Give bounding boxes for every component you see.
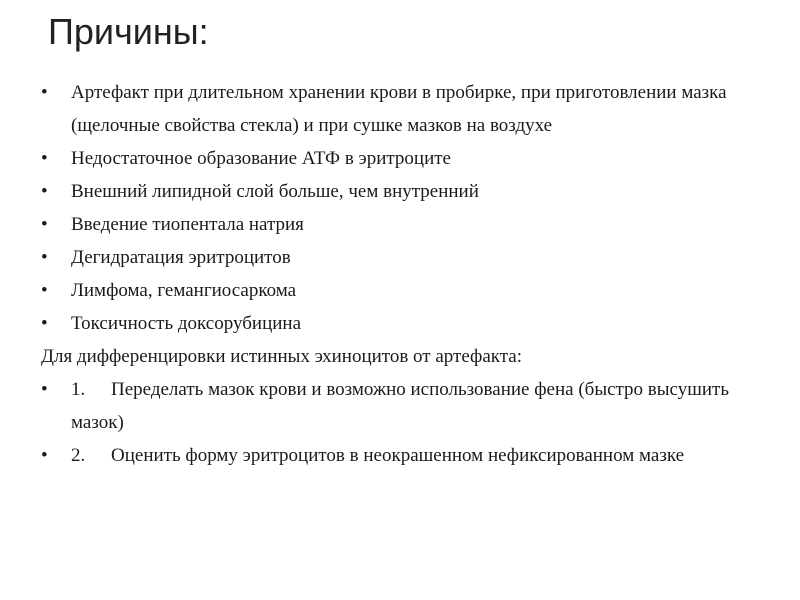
cause-text: Введение тиопентала натрия xyxy=(71,214,304,235)
bullet-icon: • xyxy=(41,82,48,103)
bullet-icon: • xyxy=(41,247,48,268)
cause-text: Дегидратация эритроцитов xyxy=(71,247,291,268)
cause-item xyxy=(0,274,800,307)
bullet-icon: • xyxy=(41,379,48,400)
cause-text: Лимфома, гемангиосаркома xyxy=(71,280,297,301)
step-text: Оценить форму эритроцитов в неокрашенном нефиксированном мазке xyxy=(111,445,685,466)
cause-item xyxy=(0,76,800,142)
cause-text: Внешний липидной слой больше, чем внутренний xyxy=(71,181,479,202)
cause-item xyxy=(0,208,800,241)
step-number: 1. xyxy=(71,379,86,400)
bullet-icon: • xyxy=(41,445,48,466)
step-number: 2. xyxy=(71,445,86,466)
bullet-icon: • xyxy=(41,181,48,202)
step-item xyxy=(0,373,800,439)
step-item xyxy=(0,439,800,472)
bullet-icon: • xyxy=(41,280,48,301)
cause-text: Недостаточное образование АТФ в эритроците xyxy=(71,148,451,169)
cause-item xyxy=(0,175,800,208)
slide-title: Причины: xyxy=(48,11,209,52)
cause-item xyxy=(0,142,800,175)
cause-item xyxy=(0,241,800,274)
bullet-icon: • xyxy=(41,214,48,235)
cause-item xyxy=(0,307,800,340)
cause-text: Токсичность доксорубицина xyxy=(71,313,302,334)
slide-body xyxy=(0,76,800,472)
differentiation-heading: Для дифференцировки истинных эхиноцитов от артефакта: xyxy=(41,346,522,367)
cause-text: Артефакт при длительном хранении крови в пробирке, при приготовлении мазка (щелочные свойства стекла) и при сушке мазков на воздухе xyxy=(71,82,727,136)
bullet-icon: • xyxy=(41,148,48,169)
bullet-icon: • xyxy=(41,313,48,334)
step-text: Переделать мазок крови и возможно использование фена (быстро высушить мазок) xyxy=(71,379,729,433)
